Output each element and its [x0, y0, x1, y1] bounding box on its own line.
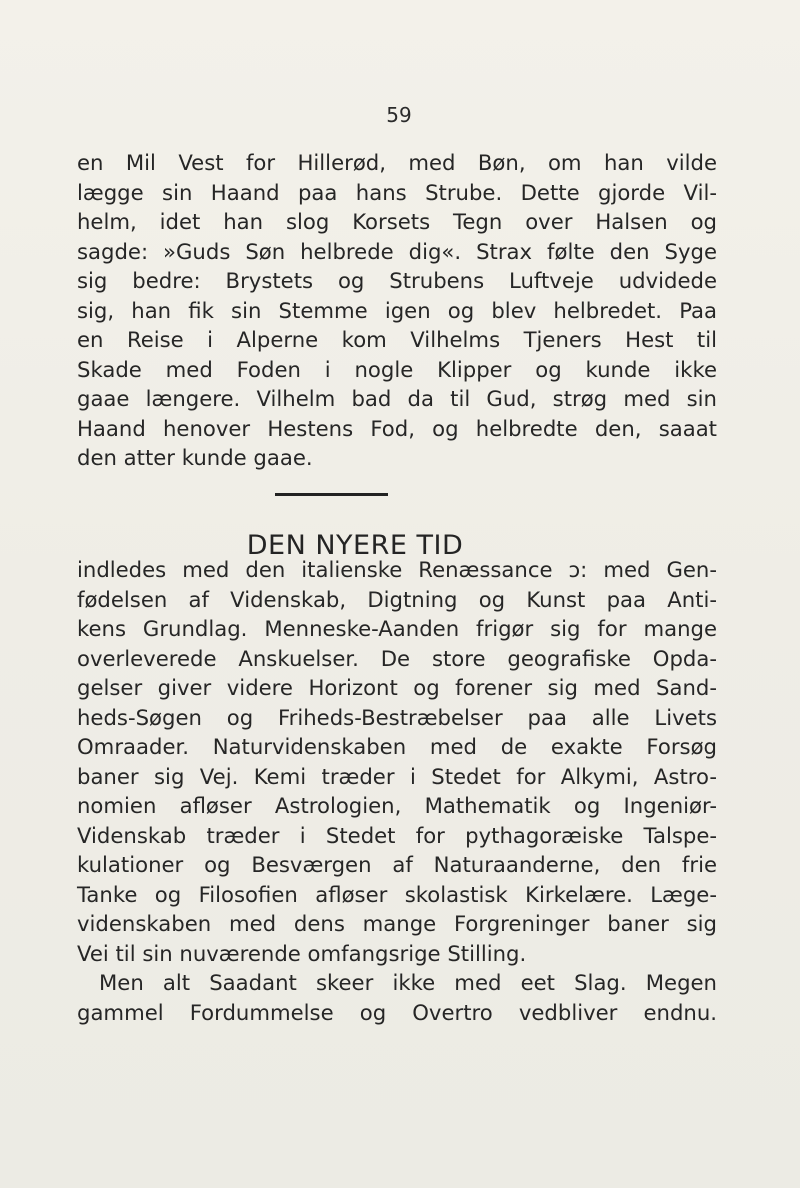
text-line: den atter kunde gaae. — [77, 445, 313, 470]
text-line: Skade med Foden i nogle Klipper og kunde ikke — [77, 356, 717, 382]
text-line: gelser giver videre Horizont og forener sig med Sand- — [77, 675, 717, 700]
text-line: nomien afløser Astrologien, Mathematik og Ingeniør- — [77, 793, 717, 818]
text-line: sig, han fik sin Stemme igen og blev helbredet. Paa — [77, 297, 717, 323]
text-line: helm, idet han slog Korsets Tegn over Halsen og — [77, 209, 717, 234]
text-line: gammel Fordummelse og Overtro vedbliver endnu. — [77, 999, 717, 1025]
text-line: indledes med den italienske Renæssance ɔ: med Gen- — [77, 557, 717, 582]
text-line: en Mil Vest for Hillerød, med Bøn, om han vilde — [77, 150, 717, 175]
text-line: gaae længere. Vilhelm bad da til Gud, strøg med sin — [77, 386, 717, 411]
text-line: lægge sin Haand paa hans Strube. Dette gjorde Vil- — [77, 179, 717, 205]
text-line: kulationer og Besværgen af Naturaanderne, den frie — [77, 852, 717, 877]
section-heading: DEN NYERE TID — [246, 530, 464, 561]
text-line: sig bedre: Brystets og Strubens Luftveje udvidede — [77, 268, 717, 293]
text-line: kens Grundlag. Menneske-Aanden frigør sig for mange — [77, 616, 717, 641]
section-divider — [275, 493, 388, 496]
text-line: Vei til sin nuværende omfangsrige Stilling. — [77, 940, 527, 966]
text-line: Haand henover Hestens Fod, og helbredte den, saaat — [77, 415, 717, 441]
paragraph-1 — [77, 148, 717, 473]
text-line: Tanke og Filosofien afløser skolastisk Kirkelære. Læge- — [77, 881, 717, 907]
text-line: heds-Søgen og Friheds-Bestræbelser paa alle Livets — [77, 704, 717, 730]
page-number: 59 — [386, 103, 412, 127]
text-line: Omraader. Naturvidenskaben med de exakte Forsøg — [77, 734, 717, 759]
text-line: Men alt Saadant skeer ikke med eet Slag. Megen — [99, 970, 717, 995]
text-line: baner sig Vej. Kemi træder i Stedet for Alkymi, Astro- — [77, 763, 717, 789]
text-line: overleverede Anskuelser. De store geografiske Opda- — [77, 645, 717, 671]
text-line: en Reise i Alperne kom Vilhelms Tjeners Hest til — [77, 327, 717, 352]
text-line: fødelsen af Videnskab, Digtning og Kunst paa Anti- — [77, 586, 717, 612]
text-line: Videnskab træder i Stedet for pythagoræiske Talspe- — [77, 822, 717, 848]
text-line: sagde: »Guds Søn helbrede dig«. Strax følte den Syge — [77, 238, 717, 264]
paragraph-2 — [77, 555, 717, 1027]
text-line: videnskaben med dens mange Forgreninger baner sig — [77, 911, 717, 936]
